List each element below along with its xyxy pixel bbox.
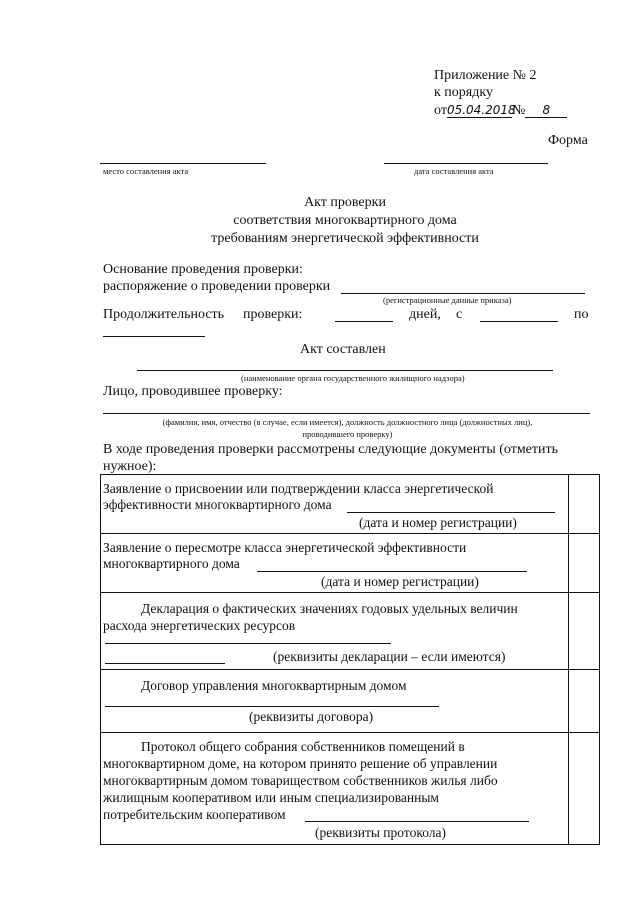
doc1-line-1: Заявление о присвоении или подтверждении класса энергетической	[103, 481, 494, 496]
doc4-fill-line	[105, 706, 439, 707]
number-prefix: №	[511, 103, 526, 118]
title-line-2: соответствия многоквартирного дома	[233, 213, 457, 228]
doc4-line-1: Договор управления многоквартирным домом	[141, 678, 407, 693]
duration-label-2: проверки:	[243, 307, 303, 322]
doc3-line-2: расхода энергетических ресурсов	[103, 618, 296, 633]
table-row	[101, 534, 600, 593]
order-label: распоряжение о проведении проверки	[103, 279, 331, 294]
checkbox-cell-3[interactable]	[569, 593, 600, 670]
to-order-label: к порядку	[434, 85, 493, 100]
date-line	[384, 163, 548, 164]
doc-cell-contract	[101, 670, 569, 733]
order-ref-line	[434, 103, 567, 119]
title-line-1: Акт проверки	[304, 195, 386, 210]
appendix-label: Приложение № 2	[434, 68, 537, 83]
handwritten-number: 8	[525, 103, 567, 118]
doc2-caption: (дата и номер регистрации)	[321, 574, 479, 589]
docs-intro-line-1: В ходе проведения проверки рассмотрены следующие документы (отметить	[103, 442, 559, 457]
form-label: Форма	[548, 133, 588, 148]
checkbox-cell-4[interactable]	[569, 670, 600, 733]
handwritten-date: 05.04.2018	[446, 103, 516, 117]
from-label: с	[456, 307, 463, 322]
place-line	[100, 163, 266, 164]
composed-label: Акт составлен	[300, 342, 386, 357]
order-caption: (регистрационные данные приказа)	[383, 295, 512, 305]
doc-cell-revision	[101, 534, 569, 593]
title-line-3: требованиям энергетической эффективности	[211, 231, 479, 246]
inspector-line	[103, 413, 590, 414]
doc2-line-1: Заявление о пересмотре класса энергетической эффективности	[103, 540, 467, 555]
to-label: по	[574, 307, 589, 322]
doc5-caption: (реквизиты протокола)	[315, 825, 446, 840]
checkbox-cell-5[interactable]	[569, 733, 600, 845]
authority-caption: (наименование органа государственного жилищного надзора)	[241, 373, 465, 383]
doc-cell-declaration	[101, 593, 569, 670]
doc5-line-3: многоквартирным домом товариществом собственников жилья либо	[103, 773, 498, 788]
doc3-fill-line-2	[105, 663, 225, 664]
days-line	[335, 321, 393, 322]
doc5-line-5: потребительским кооперативом	[103, 807, 286, 822]
from-prefix: от	[434, 103, 447, 118]
inspector-caption-2: проводившего проверку)	[302, 429, 393, 439]
days-label: дней,	[409, 307, 441, 322]
from-date-line	[480, 321, 558, 322]
to-date-line	[103, 336, 205, 337]
place-caption: место составления акта	[103, 166, 189, 176]
doc4-caption: (реквизиты договора)	[249, 709, 374, 724]
table-row	[101, 475, 600, 534]
date-caption: дата составления акта	[414, 166, 494, 176]
docs-intro-line-2: нужное):	[103, 459, 157, 474]
duration-label: Продолжительность	[103, 307, 225, 322]
doc1-line-2: эффективности многоквартирного дома	[103, 497, 332, 512]
doc2-line-2: многоквартирного дома	[103, 556, 240, 571]
inspector-label: Лицо, проводившее проверку:	[103, 384, 283, 399]
table-row	[101, 593, 600, 670]
doc1-fill-line	[347, 512, 555, 513]
doc2-fill-line	[257, 571, 527, 572]
table-row	[101, 733, 600, 845]
order-line	[341, 293, 585, 294]
basis-label: Основание проведения проверки:	[103, 262, 303, 277]
table-row	[101, 670, 600, 733]
checkbox-cell-1[interactable]	[569, 475, 600, 534]
inspector-caption-1: (фамилия, имя, отчество (в случае, если имеется), должность должностного лица (должностных лиц),	[162, 417, 533, 427]
authority-line	[137, 370, 553, 371]
doc-cell-application	[101, 475, 569, 534]
doc-cell-protocol	[101, 733, 569, 845]
doc5-fill-line	[305, 821, 529, 822]
doc3-caption: (реквизиты декларации – если имеются)	[273, 649, 506, 664]
doc5-line-2: многоквартирном доме, на котором принято решение об управлении	[103, 756, 498, 771]
doc5-line-1: Протокол общего собрания собственников помещений в	[141, 739, 465, 754]
doc3-fill-line-1	[105, 643, 391, 644]
checkbox-cell-2[interactable]	[569, 534, 600, 593]
documents-table	[100, 474, 600, 845]
doc5-line-4: жилищным кооперативом или иным специализированным	[103, 790, 439, 805]
doc3-line-1: Декларация о фактических значениях годовых удельных величин	[141, 601, 518, 616]
doc1-caption: (дата и номер регистрации)	[359, 515, 517, 530]
